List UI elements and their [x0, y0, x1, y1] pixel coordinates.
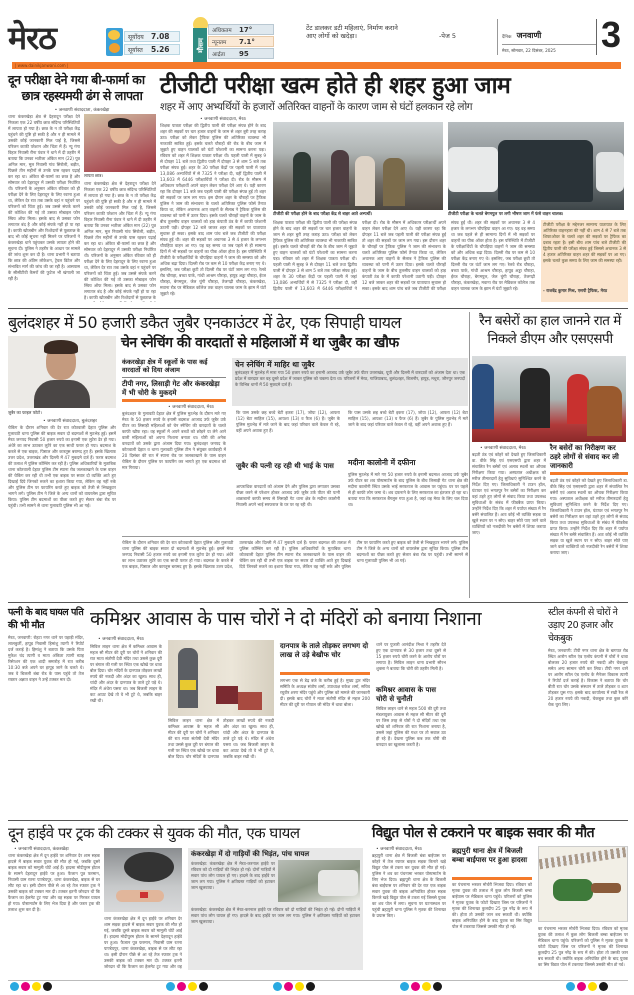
- temples-boxed-heading: दानपात्र के ताले तोड़कर लगभग दो लाख ले उड़े बेखौफ चोर: [280, 642, 369, 659]
- pharma-body: थाना कंकरखेड़ा क्षेत्र से देहरादून परीक्षा देने निकला एक 22 वर्षीय छात्र संदिग्ध परिस्थितियों में लापता हो गया है। छात्र के न तो परीक्षा केंद्र पहुंचने की पुष्टि हो सकी है और न ही मामले में उसकी कोई जानकारी मिल पाई है, जिससे परिजन काफी परेशान और चिंता में हैं। न्यू गंगा विहार निवासी रीना पंवार ने थाने में दी तहरीर में बताया कि उनका भतीजा अंकित मान (22) पुत्र अनिल मान, मूल निवासी गांव सिरोली, बड़ौत, पिछले तीन महीनों से उनके पास रहकर पढ़ाई कर रहा था। अंकित बी-फार्मा का छात्र है और सोमवार को देहरादून में उसकी परीक्षा निर्धारित थी। परिजनों के अनुसार अंकित रविवार को ही परीक्षा देने के लिए देहरादून के लिए रवाना हुआ था, लेकिन देर रात तक उसके वहां न पहुंचने पर परिजनों को चिंता हुई। जब उससे संपर्क करने की कोशिश की गई तो उसका मोबाइल फोन स्विच ऑफ मिला। इसके बाद से उसका फोन लगातार बंद है और कोई संपर्क नहीं हो पा रहा है। काफी खोजबीन और रिश्तेदारों से पूछताछ के बाद भी कोई सूचना नहीं मिलने पर परिजनों ने कंकरखेड़ा थाने पहुंचकर उसके लापता होने की सूचना दी। पुलिस ने तहरीर के आधार पर मामले की जांच शुरू कर दी है। थाना प्रभारी ने बताया कि छात्र की अंतिम लोकेशन, ट्रेवल डिटेल और संभावित मार्ग की जांच की जा रही है। आसपास के सीसीटीवी कैमरों की फुटेज भी खंगाली जा रही है।: [8, 114, 80, 281]
- teaser-page-ref: -पेज 5: [438, 32, 456, 40]
- registration-marks-end: [566, 976, 610, 995]
- rain-basera-headline: रैन बसेरों का हाल जानने रात में निकले डीएम और एसएसपी: [479, 313, 621, 347]
- weather-table: [208, 24, 274, 60]
- highway-body-2: थाना कंकरखेड़ा क्षेत्र में दून हाईवे पर शनिवार देर शाम सड़क हादसे में बाइक सवार युवक की मौत हो गई, जबकि दूसरे बाइक सवार को मामूली चोटें आई हैं। हादसा मोदीपुरम होटल के सामने देहरादून हाईवे पर हुआ। फैजान पुत्र फरमान, निवासी ग्राम रतना पाण्डेयपुर, थाना कंकरखेड़ा, बाइक से घर लौट रहा था। इसी दौरान पीछे से आ रहे तेज रफ्तार ट्रक ने उसकी बाइक को टक्कर मार दी। टक्कर इतनी जोरदार थी कि फैजान का हेलमेट टूट गया और वह: [104, 916, 182, 969]
- dateline: मेरठ, सोमवार, 22 दिसंबर, 2025: [502, 48, 556, 53]
- temples-body-2: सिविल लाइन थाना क्षेत्र में कमिश्नर आवास के महज सौ मीटर की दूरी पर चोरों ने शनिवार की रात माता संतोषी देवी मंदिर तथा उससे कुछ दूरी पर बंगाल की गली पर स्थित एक खोखे पर धावा बोल दिया। चोर मंदिरों के दानपात्र तोड़कर लाखों रुपये की नकदी और अंदर का खुला। साथ ही, चांदी और अंदर के दानपात्र के ताले टूटे पड़े थे। मंदिर में अंधेरा पसरा था। जब बिजली लाइन के कट आउट देखे तो वे भी टूटे थे, जबकि बाहर रखी थी।: [168, 718, 274, 759]
- temples-headline: कमिश्नर आवास के पास चोरों ने दो मंदिरों को बनाया निशाना: [90, 608, 482, 630]
- teaser-line-2: आए लोगों को खदेड़ा।: [306, 32, 357, 40]
- divider-vertical-row2: [469, 312, 470, 598]
- pharma-photo-caption: लापता छात्र।: [84, 173, 104, 178]
- page-number: 3: [601, 14, 622, 55]
- registration-marks-center: [166, 976, 210, 995]
- wife-death-headline: पत्नी के बाद घायल पति की भी मौत: [8, 607, 84, 631]
- sun-icon: [106, 28, 123, 56]
- zubair-wife-body: आपराधिक वारदातों को अंजाम देने और पुलिस द्वारा लगातार उसका पीछा करने से परेशान होकर आजाद उर्फ जुबैर उर्फ पीटर की पत्नी शान्नाबानो काफी समय से लिसाड़ी गेट थाना क्षेत्र के मदीना कालोनी निवासी अपने भाई सरफराज के घर पर रह रही थी।: [236, 484, 340, 507]
- pole-body: ब्रह्मपुरी थाना क्षेत्र में बिजली बंबा बाईपास पर कोहरे में तेज रफ्तार बाइक सड़क किनारे खड़े विद्युत पोल से टकरा कर युवक की मौत हो गई। पुलिस ने शव का पंचनामा भरकर पोस्टमार्टम के लिए भेज दिया। ब्रह्मपुरी थाना क्षेत्र के बिजली बंबा बाईपास पर शनिवार की देर रात एक बाइक सवार युवक की बाइक अनियंत्रित होकर सड़क किनारे खड़े विद्युत पोल से टकरा गई जिससे युवक का शव पोल में लगा। सूचना पर घटनास्थल पर पहुंची ब्रह्मपुरी थाना पुलिस ने मृतक की शिनाख्त के प्रयास किए।: [372, 853, 446, 918]
- paper-nameplate: [497, 19, 597, 55]
- temples-challenge-body: सिविल लाइन थाने से महज 500 की दूरी तथा मंडलायुक्त आवास से महज सौ मीटर की दूरी पर जिस तरह से चोरों ने दो मंदिरों तथा एक खोखे को शनिवार की रात निशाना बनाया है, उससे जहां पुलिस की गश्त पर तो सवाल उठ ही रहे हैं। देखना पुलिस कब तक चोरी की वारदात का खुलासा करती है।: [376, 706, 446, 747]
- masthead: [0, 0, 634, 68]
- highway-headline: दून हाईवे पर ट्रक की टक्कर से युवक की मौत, एक घायल: [8, 824, 300, 842]
- temples-body-right: थाने पर पुजारी आनंदीश मिश्रा ने तहरीर देते हुए एक दानपात्र से 30 हजार तथा दूसरे से 15 हजार रुपये चोरी करने के आरोप चोरों पर लगाया है। सिविल लाइन थाना प्रभारी सौरभ शुक्ला ने बताया कि चोरी की तहरीर मिली है।: [376, 642, 446, 671]
- divider-row1: [8, 308, 628, 309]
- zubair-body-right: कि पास उसके छह बच्चे बेटी इकरा (17), जोया (12), आफरा (12) बेटा साहिल (15), आयशा (13) व फैज (6) हैं। जुबैर के पुलिस मुठभेड़ में मारे जाने के बाद जहां परिवार वाले केवल रो रहे, वहीं अपने अवाक हुए हैं।: [236, 410, 340, 433]
- zubair-photo: [8, 336, 116, 408]
- registration-marks-right: [273, 976, 317, 995]
- pole-illustration: [538, 846, 628, 922]
- temples-byline: • जनवाणी संवाददाता, मेरठ: [98, 637, 144, 642]
- zubair-madina-body: पुलिस मुठभेड़ में मारे गए 50 हजार रुपये के इनामी बदमाश आजाद उर्फ जुबैर उर्फ पीटर का शव पोस्टमार्टम के बाद पुलिस के बीच लिसाड़ी गेट थाना क्षेत्र की मदीना कालोनी स्थित उसके भाई सरफराज के आवास पर पहुंचा। घर पर पहले से ही काफी लोग जमा थे। शव दफनाने के लिए सरफराज का इंतजार हो रहा था। बताया गया कि सरफराज बैंगलुरु गया हुआ है, जहां वह मेरठ के लिए चल दिया था।: [348, 472, 468, 507]
- zubair-boxed-section: [232, 358, 468, 406]
- temples-body: सिविल लाइन थाना क्षेत्र में कमिश्नर आवास के महज सौ मीटर की दूरी पर चोरों ने शनिवार की रात माता संतोषी देवी मंदिर तथा उससे कुछ दूरी पर बंगाल की गली पर स्थित एक खोखे पर धावा बोल दिया। चोर मंदिरों के दानपात्र तोड़कर लाखों रुपये की नकदी और अंदर का खुला। साथ ही, चांदी और अंदर के दानपात्र के ताले टूटे पड़े थे। मंदिर में अंधेरा पसरा था। जब बिजली लाइन के कट आउट देखे तो वे भी टूटे थे, जबकि बाहर रखी थी।: [90, 644, 162, 703]
- zubair-body-left: चेकिंग के दौरान शनिवार की देर रात कोतवाली देहात पुलिस और गुलावठी थाना पुलिस की बाइक सवार दो बदमाशों से मुठभेड़ हुई। इसमें मेरठ जनपद निवासी 50 हजार रुपये का इनामी एक लुटेरा ढेर हो गया। अंधेरे का लाभ उठाकर लुटेरे का एक साथी फरार हो गया। बदमाश के कब्जे से एक बाइक, पिस्टल और कारतूस बरामद हुए हैं। इसके खिलाफ उत्तर प्रदेश, उत्तराखंड और दिल्ली में 47 मुकदमे दर्ज हैं। फरार बदमाश की तलाश में पुलिस कॉम्बिंग कर रही है। पुलिस अधिकारियों के मुताबिक थाना कोतवाली देहात पुलिस टीम स्याना रोड जलकाखाने के पास वाहन की चेकिंग कर रही थी तभी एक बाइक पर सवार दो व्यक्ति आते हुए दिखाई दिये जिनको रुकने का इशारा किया गया, लेकिन वह नहीं रुके और पुलिस टीम पर फायरिंग करते हुए बाइक को तेजी से भिखकुटर भागने लगे। पुलिस टीम ने जिले के अन्य थानों को वायरलेस द्वारा सूचित किया। पुलिस टीम बदमाशों का पीछा करते हुए सेल्टर बंबा रोड पर पहुंची। तभी सामने से थाना गुलावठी पुलिस भी आ गई।: [8, 425, 116, 508]
- steel-company-headline: स्टील कंपनी से चोरों ने उड़ाए 20 हजार और चेकबुक: [548, 607, 618, 644]
- zubair-body-mid: बुलंदशहर के गुलावठी देहात क्षेत्र में पुलिस मुठभेड़ के दौरान मारे गए मेरठ के 50 हजार रुपये के इनामी बदमाश आजाद उर्फ जुबैर उर्फ पीटर का लिसाड़ी महिलाओं को चेन स्नेचिंग की वारदातों के चलते काफी खौफ रहा। वह स्कूलों में अपने बच्चों को छोड़ने या लेने आने वाली महिलाओं को अपना निशाना बनाता था। चोरी की अनेक वारदातों को उसके द्वारा अंजाम दिया गया। बुलंदशहर जनपद के कोतवाली देहात व थाना गुलावठी पुलिस टीम ने संयुक्त कार्यवाही में 20 दिसंबर की रात में स्याना रोड पर जलकाखाने के पास वाहन चेकिंग के दौरान पुलिस पर फायरिंग कर भागते हुए एक बदमाश को मार गिराया।: [122, 411, 226, 470]
- pharma-body-2: थाना कंकरखेड़ा क्षेत्र से देहरादून परीक्षा देने निकला एक 22 वर्षीय छात्र संदिग्ध परिस्थितियों में लापता हो गया है। छात्र के न तो परीक्षा केंद्र पहुंचने की पुष्टि हो सकी है और न ही मामले में उसकी कोई जानकारी मिल पाई है, जिससे परिजन काफी परेशान और चिंता में हैं। न्यू गंगा विहार निवासी रीना पंवार ने थाने में दी तहरीर में बताया कि उनका भतीजा अंकित मान (22) पुत्र अनिल मान, मूल निवासी गांव सिरोली, बड़ौत, पिछले तीन महीनों से उनके पास रहकर पढ़ाई कर रहा था। अंकित बी-फार्मा का छात्र है और सोमवार को देहरादून में उसकी परीक्षा निर्धारित थी। परिजनों के अनुसार अंकित रविवार को ही परीक्षा देने के लिए देहरादून के लिए रवाना हुआ था, लेकिन देर रात तक उसके वहां न पहुंचने पर परिजनों को चिंता हुई। जब उससे संपर्क करने की कोशिश की गई तो उसका मोबाइल फोन स्विच ऑफ मिला। इसके बाद से उसका फोन लगातार बंद है और कोई संपर्क नहीं हो पा रहा है। काफी खोजबीन और रिश्तेदारों से पूछताछ के: [84, 181, 156, 300]
- pharma-headline-1: दून परीक्षा देने गया बी-फार्मा का: [8, 72, 145, 87]
- zubair-side-rule: [122, 399, 226, 402]
- zubair-side-heading-2: टीपी नगर, लिसाड़ी गेट और कंकरखेड़ा में भी चोरी के मुकदमे: [122, 380, 220, 397]
- sunset-label: सूर्यास्त: [128, 46, 143, 54]
- humidity-value: 95: [239, 49, 249, 58]
- zubair-wife-heading: जुबैर की पत्नी रह रही थी भाई के पास: [236, 462, 334, 470]
- zubair-boxed-body: बुलंदशहर में मुठभेड़ में मारा गया 50 हजार रुपये का इनामी आजाद उर्फ जुबैर उर्फ पीटर उत्तराखंड, यूपी और दिल्ली में वारदातों को अंजाम देता था। एक प्रदेश में वारदात कर वह दूसरे प्रदेश में जाकर पुलिस को चकमा देता था। परिजनों में मेरठ, गाजियाबाद, बुलंदशहर, बिजनौर, हापुड़, मथुरा, जौनपुर जनपदों के विभिन्न थानों में 50 मुकदमे दर्ज हैं।: [235, 370, 465, 387]
- pole-rule: [452, 877, 532, 880]
- page-teaser[interactable]: [306, 24, 456, 40]
- rain-basera-story: [472, 312, 628, 600]
- rain-basera-byline: • जनवाणी संवाददाता, मेरठ: [480, 446, 526, 451]
- pole-story: [372, 822, 628, 970]
- zubair-side-heading-1: कंकरखेड़ा क्षेत्र में स्कूलों के पास कई वारदातों को दिया अंजाम: [122, 358, 208, 374]
- pole-body-right: का पंचनामा भरकर मोर्चरी भिजवा दिया। रविवार को मृतक युवक की तलाश में कुछ लोग बिजली बम्बा बाईपास पर मेडिकल थाना पहुंचे। परिजनों को पुलिस ने मृतक युवक के फोटो दिखाए जिस पर परिजनों ने मृतक की शिनाख्त कुलदीप 25 पुत्र नरेंद्र के रूप में की। होता तो उसकी जान बच सकती थी। क्योंकि बाइक अनियंत्रित होने के बाद युवक का सिर विद्युत पोल में टकराया जिससे उसकी मौत हो गई।: [452, 882, 532, 929]
- steel-company-body: मेरठ, जनवाणी: टीपी नगर थाना क्षेत्र के बागपत रोड स्थित आरोग स्टील एंड एलॉय कंपनी में चोरों ने धावा बोलकर 20 हजार रुपये की नकदी और चेकबुक समेत अन्य सामान चोरी कर लिया। टीपी नगर थाने पर आरोग स्टील एंड एलॉय के मैनेजर विकास त्यागी ने रिपोर्ट दर्ज कराई है। विकास ने बताया कि चोर बीती रात चोर उसके संस्थान में ताले तोड़कर व शटर तोड़कर घुस गए। इसके बाद कार्यालय में रखी रैक से 20 हजार रुपये की नकदी, चेकबुक तथा कुछ कोरे चेक चुरा लिए।: [548, 648, 628, 707]
- highway-boxed-heading: कंकरखेड़ा में दो गाड़ियों की भिड़ंत, पांच घायल: [191, 850, 310, 858]
- zubair-photo-caption: जुबैर का फाइल फोटो।: [8, 410, 42, 415]
- zubair-boxed-heading: चेन स्नेचिंग में माहिर था जुबैर: [235, 360, 315, 369]
- zubair-body-right-2: कि पास उसके छह बच्चे बेटी इकरा (17), जोया (12), आफरा (12) बेटा साहिल (15), आयशा (13) व फैज (6) हैं। जुबैर के पुलिस मुठभेड़ में मारे जाने के बाद जहां परिवार वाले केवल रो रहे, वहीं अपने अवाक हुए हैं।: [348, 410, 468, 427]
- rain-basera-photo: [472, 356, 626, 442]
- sunrise-label: सूर्योदय: [128, 33, 144, 41]
- website-bar: [12, 62, 621, 69]
- tgt-photo-crowd-caption: टीजीटी की परीक्षा होने के बाद परीक्षा केंद्र से बाहर आते अभ्यर्थी।: [273, 211, 373, 216]
- rain-basera-subheading: रैन बसेरों का निरीक्षण कर ठहरे लोगों से संवाद कर ली जानकारी: [550, 444, 619, 470]
- rain-basera-body-2: बढ़ती ठंड एवं कोहरे को देखते हुए जिलाधिकारी डा. वीके सिंह एवं एसएसपी द्वारा शहर में संचालित रैन बसेरों एवं अलाव स्थलों का औचक निरीक्षण किया गया। अस्पताल अधीक्षक को मरीज तीमारदारों हेतु सुविधाएं सुनिश्चित करने के निर्देश दिए गए। जिलाधिकारी ने टाउन हॉल, घंटाघर एवं भगतपुर रैन बसेरों का निरीक्षण कर वहां ठहरे हुए लोगों से संवाद किया तथा उपलब्ध सुविधाओं के संबंध में फीडबैक प्राप्त किया। उन्होंने निर्देश दिए कि शहर में पर्याप्त संख्या में रैन बसेरे संचालित हैं। अतः कोई भी व्यक्ति सड़क या खुले स्थान पर न सोए। बाहर सोते पाए जाने वाले व्यक्तियों को नजदीकी रैन बसेरों में शिफ्ट कराया जाए।: [550, 478, 628, 555]
- zubair-madina-heading: मदीना कालोनी में दफीना: [348, 458, 416, 467]
- paper-prefix: दैनिक: [502, 35, 512, 40]
- tgt-photo-traffic-caption: टीजीटी परीक्षा के चलते बेगमपुल पर लगी भीषण जाम में फंसे वाहन चालक।: [448, 211, 564, 216]
- pole-headline: विद्युत पोल से टकराने पर बाइक सवार की मौत: [372, 825, 595, 841]
- pole-body-caption: का पंचनामा भरकर मोर्चरी भिजवा दिया। रविवार को मृतक युवक की तलाश में कुछ लोग बिजली बम्बा बाईपास पर मेडिकल थाना पहुंचे। परिजनों को पुलिस ने मृतक युवक के फोटो दिखाए जिस पर परिजनों ने मृतक की शिनाख्त कुलदीप 25 पुत्र नरेंद्र के रूप में की। होता तो उसकी जान बच सकती थी। क्योंकि बाइक अनियंत्रित होने के बाद युवक का सिर विद्युत पोल में टकराया जिससे उसकी मौत हो गई।: [538, 926, 628, 966]
- zubair-body-bottom: चेकिंग के दौरान शनिवार की देर रात कोतवाली देहात पुलिस और गुलावठी थाना पुलिस की बाइक सवार दो बदमाशों से मुठभेड़ हुई। इसमें मेरठ जनपद निवासी 50 हजार रुपये का इनामी एक लुटेरा ढेर हो गया। अंधेरे का लाभ उठाकर लुटेरे का एक साथी फरार हो गया। बदमाश के कब्जे से एक बाइक, पिस्टल और कारतूस बरामद हुए हैं। इसके खिलाफ उत्तर प्रदेश, उत्तराखंड और दिल्ली में 47 मुकदमे दर्ज हैं। फरार बदमाश की तलाश में पुलिस कॉम्बिंग कर रही है। पुलिस अधिकारियों के मुताबिक थाना कोतवाली देहात पुलिस टीम स्याना रोड जलकाखाने के पास वाहन की चेकिंग कर रही थी तभी एक बाइक पर सवार दो व्यक्ति आते हुए दिखाई दिये जिनको रुकने का इशारा किया गया, लेकिन वह नहीं रुके और पुलिस टीम पर फायरिंग करते हुए बाइक को तेजी से भिखकुटर भागने लगे। पुलिस टीम ने जिले के अन्य थानों को वायरलेस द्वारा सूचित किया। पुलिस टीम बदमाशों का पीछा करते हुए सेल्टर बंबा रोड पर पहुंची। तभी सामने से थाना गुलावठी पुलिस भी आ गई।: [122, 540, 468, 569]
- weather-label: मौसम: [196, 38, 205, 53]
- rain-basera-body: बढ़ती ठंड एवं कोहरे को देखते हुए जिलाधिकारी डा. वीके सिंह एवं एसएसपी द्वारा शहर में संचालित रैन बसेरों एवं अलाव स्थलों का औचक निरीक्षण किया गया। अस्पताल अधीक्षक को मरीज तीमारदारों हेतु सुविधाएं सुनिश्चित करने के निर्देश दिए गए। जिलाधिकारी ने टाउन हॉल, घंटाघर एवं भगतपुर रैन बसेरों का निरीक्षण कर वहां ठहरे हुए लोगों से संवाद किया तथा उपलब्ध सुविधाओं के संबंध में फीडबैक प्राप्त किया। उन्होंने निर्देश दिए कि शहर में पर्याप्त संख्या में रैन बसेरे संचालित हैं। अतः कोई भी व्यक्ति सड़क या खुले स्थान पर न सोए। बाहर सोते पाए जाने वाले व्यक्तियों को नजदीकी रैन बसेरों में शिफ्ट कराया जाए।: [472, 452, 546, 535]
- tgt-photo-traffic: [448, 122, 624, 210]
- tgt-sidebar-author: - राजवेंद्र कुमार मिश्र, एसपी ट्रैफिक, मेरठ: [543, 288, 608, 293]
- highway-boxed-body: कंकरखेड़ा: कंकरखेड़ा क्षेत्र में मेरठ-करनाल हाईवे पर रविवार को दो गाड़ियों की भिड़ंत हो गई। दोनों गाड़ियों में सवार पांच लोग घायल हो गए। हादसे के बाद हाईवे पर जाम लग गया। पुलिस ने क्षतिग्रस्त गाड़ियों को हटाकर जाम खुलवाया।: [191, 861, 275, 890]
- min-temp-value: 7.1°: [239, 37, 255, 46]
- sun-table: [124, 31, 180, 55]
- tgt-subheadline: शहर में आए अभ्यर्थियों के हजारों अतिरिक्त वाहनों के कारण जाम से घंटों हलकान रहे लोग: [160, 101, 473, 113]
- highway-boxed-section: [188, 848, 363, 970]
- pole-byline: • जनवाणी संवाददाता, मेरठ: [376, 847, 422, 852]
- rain-basera-rule: [550, 472, 628, 475]
- zubair-byline-mid: • जनवाणी संवाददाता, मेरठ: [168, 405, 214, 410]
- wife-death-body: मेरठ, जनवाणी: रोहटा नगर थाने पर पहाड़ी मंदिर, लालकुर्ती, हापुड़ निवासी हिमांशु त्यागी ने रिपोर्ट दर्ज कराई है। हिमांशु ने बताया कि उसके पिता मुकेश चंद त्यागी व माता अंकिता त्यागी ब्याह रिसेप्शन की एक शादी समारोह में रात करीब 10:30 बजे अपने घर हापुड़ जाने के चलते थे। जब वे बिजली बंबा रोड के पास पहुंचे तो तेज रफ्तार अज्ञात वाहन ने उन्हें टक्कर मार दी।: [8, 635, 84, 682]
- pharma-headline-2: छात्र रहस्यमयी ढंग से लापता: [21, 88, 143, 103]
- highway-byline: • जनवाणी संवाददाता, कंकरखेड़ा: [14, 847, 69, 852]
- zubair-byline-left: • जनवाणी संवाददाता, बुलंदशहर: [43, 419, 97, 424]
- weather-label-box: [193, 28, 207, 63]
- steel-company-story: [548, 606, 628, 816]
- highway-story: [8, 822, 363, 970]
- pharma-byline: • जनवाणी संवाददाता, कंकरखेड़ा: [54, 108, 110, 113]
- temples-subheading: कमिश्नर आवास के पास चोरी से चुनौती: [376, 686, 436, 703]
- sunrise-value: 7.08: [151, 32, 170, 41]
- min-temp-label: न्यूनतम: [212, 39, 227, 46]
- zubair-subheadline: चेन स्नेचिंग की वारदातों से महिलाओं में था जुबैर का खौफ: [121, 335, 399, 351]
- wife-death-story: [8, 606, 84, 816]
- tgt-sidebar-box: [541, 220, 628, 302]
- divider-row3: [8, 820, 628, 821]
- temples-boxed-rule: [280, 672, 370, 675]
- registration-marks-far-right: [400, 976, 444, 995]
- pharma-story: [8, 72, 156, 304]
- tgt-byline: • जनवाणी संवाददाता, मेरठ: [200, 117, 246, 122]
- highway-boxed-photo: [278, 860, 360, 902]
- highway-photo: [104, 848, 182, 912]
- zubair-headline: बुलंदशहर में 50 हजारी डकैत जुबैर एनकाउंटर में ढेर, एक सिपाही घायल: [8, 313, 401, 332]
- teaser-line-1: टेंट डालकर डटी महिलाएं, निर्माण कराने: [306, 24, 398, 32]
- paper-name: जनवाणी: [516, 31, 542, 40]
- tgt-story: [160, 72, 628, 304]
- tgt-photo-crowd: [273, 122, 443, 210]
- tgt-sidebar-text: टीजीटी परीक्षा के मद्देनजर सामान्य यातायात के लिए अतिरिक्त वाहनहारा की नहीं थी। शाम 4 से 7 बजे तक शिफ्टओवर के चलते शहर की सड़कों पर ट्रैफिक का दबाव रहता है। इसी बीच शाम पांच बजे टीजीटी की द्वितीय पाली की परीक्षा संपन्न हुई जिससे अचानक 3 से 4 हजार अतिरिक्त वाहन शहर की सड़कों पर आ गए। इसके चलते कुछ समय के लिए जाम की समस्या रही।: [543, 222, 626, 263]
- city-title: मेरठ: [8, 19, 56, 57]
- temples-photo: [168, 640, 274, 716]
- pharma-photo: [84, 114, 156, 172]
- divider-row2: [8, 602, 628, 603]
- max-temp-value: 17°: [239, 25, 253, 34]
- temples-boxed-body: लगभग एक से डेढ़ बजे के करीब हुई है। मुख्य द्वार मंदिर समिति के अध्यक्ष संतोष शर्मा, उपाध्यक्ष राकेश शर्मा, सचिव रघुवीर शरण मंदिर पहुंचे और पुलिस को मामले की जानकारी दी। इसके बाद चोरों ने माता संतोषी मंदिर से महज 200 मीटर की दूरी पर गोपाल जी मंदिर में धावा बोला।: [280, 678, 370, 707]
- print-registration-bar: [8, 980, 628, 981]
- tgt-headline: टीजीटी परीक्षा खत्म होते ही शहर हुआ जाम: [160, 73, 511, 99]
- tgt-body-2: शिक्षक पात्रता परीक्षा की द्वितीय पाली की परीक्षा संपन्न होने के बाद शहर की सड़कों पर चार हजार वाहनों के जाम से शहर बुरी तरह कराह उठा। परीक्षा को लेकर ट्रैफिक पुलिस की अतिरिक्त व्यवस्था भी नाकाफी साबित हुई। इसके चलते चौराहों की रोड के बीच जाम में जूझते हुए वाहन चालकों को घंटों परेशानी का सामना करना पड़ा। रविवार को शहर में शिक्षक पात्रता परीक्षा थी। पहली पाली में सुबह 9 से दोपहर 11 बजे तथा द्वितीय पाली में दोपहर 3 से शाम 5 बजे तक परीक्षा संपन्न हुई। शहर के 30 परीक्षा केंद्रों पर पहली पाली में जहां 13,086 अभ्यर्थियों में से 7325 ने परीक्षा दी, वहीं द्वितीय पाली में 13,603 में 6446 परीक्षार्थियों ने परीक्षा दी। रोड के मौसम में अधिकतर परीक्षार्थी अपने वाहन लेकर परीक्षा देने आए थे। यही कारण रहा कि दोपहर 11 बजे जब पहली पाली की परीक्षा संपन्न हुई तो शहर की सड़कों पर जाम लग गया। इस दौरान शहर के चौराहों पर ट्रैफिक पुलिस ने जाम की संभावना के चलते अतिरिक्त पुलिस फोर्स तैनात किया था, लेकिन अचानक आए वाहनों के सैलाब ने ट्रैफिक पुलिस की व्यवस्था को पानी में उतार दिया। इसके चलते चौराहों वाहनों के जाम के बीच तुलसीय वाहन चालकों को हाड़ कंपाती ठंड के में काफी परेशानी उठानी पड़ी। दोपहर 12 बजे जाकर शहर की सड़कों पर यातायात सुचारू हो सका। इसके बाद शाम पांच बजे जब टीजीटी की परीक्षा संपन्न हुई थी। शहर की सड़कों पर अचानक 3 से 4 हजार के लगभग चौपहिया वाहन आ गए। यह वह समय था जब पहले से ही सामान्य दिनों में भी सड़कों पर वाहनों का पीक ऑवर होता है। इस परिस्थिति में टीजीटी के परीक्षार्थियों के चौपहिया वाहनों ने जाम की समस्या को और अधिक बढ़ा दिया। दिल्ली रोड पर कम से 10 परीक्षा केंद्र बनाए गए थे। इसलिए, जब परीक्षा छूटी तो दिल्ली रोड पर घंटों जाम लग गए। रेलवे रोड चौराहा, बच्चा पार्क, गांधी आश्रम चौराहा, हापुड़ अड्डा चौराहा, ईव्ज चौराहा, बेगमपुल, जेल चुंगी चौराहा, तेजगढ़ी चौराहा, कंकरखेड़ा, मवाना रोड पर मेडिकल कॉलेज तक वाहन चालक जाम के झाम में घंटों जूझते रहे।: [273, 220, 535, 291]
- humidity-label: आर्द्रता: [212, 51, 226, 58]
- tgt-body: शिक्षक पात्रता परीक्षा की द्वितीय पाली की परीक्षा संपन्न होने के बाद शहर की सड़कों पर चार हजार वाहनों के जाम से शहर बुरी तरह कराह उठा। परीक्षा को लेकर ट्रैफिक पुलिस की अतिरिक्त व्यवस्था भी नाकाफी साबित हुई। इसके चलते चौराहों की रोड के बीच जाम में जूझते हुए वाहन चालकों को घंटों परेशानी का सामना करना पड़ा। रविवार को शहर में शिक्षक पात्रता परीक्षा थी। पहली पाली में सुबह 9 से दोपहर 11 बजे तथा द्वितीय पाली में दोपहर 3 से शाम 5 बजे तक परीक्षा संपन्न हुई। शहर के 30 परीक्षा केंद्रों पर पहली पाली में जहां 13,086 अभ्यर्थियों में से 7325 ने परीक्षा दी, वहीं द्वितीय पाली में 13,603 में 6446 परीक्षार्थियों ने परीक्षा दी। रोड के मौसम में अधिकतर परीक्षार्थी अपने वाहन लेकर परीक्षा देने आए थे। यही कारण रहा कि दोपहर 11 बजे जब पहली पाली की परीक्षा संपन्न हुई तो शहर की सड़कों पर जाम लग गया। इस दौरान शहर के चौराहों पर ट्रैफिक पुलिस ने जाम की संभावना के चलते अतिरिक्त पुलिस फोर्स तैनात किया था, लेकिन अचानक आए वाहनों के सैलाब ने ट्रैफिक पुलिस की व्यवस्था को पानी में उतार दिया। इसके चलते चौराहों वाहनों के जाम के बीच तुलसीय वाहन चालकों को हाड़ कंपाती ठंड के में काफी परेशानी उठानी पड़ी। दोपहर 12 बजे जाकर शहर की सड़कों पर यातायात सुचारू हो सका। इसके बाद शाम पांच बजे जब टीजीटी की परीक्षा संपन्न हुई थी। शहर की सड़कों पर अचानक 3 से 4 हजार के लगभग चौपहिया वाहन आ गए। यह वह समय था जब पहले से ही सामान्य दिनों में भी सड़कों पर वाहनों का पीक ऑवर होता है। इस परिस्थिति में टीजीटी के परीक्षार्थियों के चौपहिया वाहनों ने जाम की समस्या को और अधिक बढ़ा दिया। दिल्ली रोड पर कम से 10 परीक्षा केंद्र बनाए गए थे। इसलिए, जब परीक्षा छूटी तो दिल्ली रोड पर घंटों जाम लग गए। रेलवे रोड चौराहा, बच्चा पार्क, गांधी आश्रम चौराहा, हापुड़ अड्डा चौराहा, ईव्ज चौराहा, बेगमपुल, जेल चुंगी चौराहा, तेजगढ़ी चौराहा, कंकरखेड़ा, मवाना रोड पर मेडिकल कॉलेज तक वाहन चालक जाम के झाम में घंटों जूझते रहे।: [160, 123, 266, 296]
- pole-subheading: ब्रह्मपुरी थाना क्षेत्र में बिजली बम्बा बाईपास पर हुआ हादसा: [452, 847, 528, 864]
- highway-body: थाना कंकरखेड़ा क्षेत्र में दून हाईवे पर शनिवार देर शाम सड़क हादसे में बाइक सवार युवक की मौत हो गई, जबकि दूसरे बाइक सवार को मामूली चोटें आई हैं। हादसा मोदीपुरम होटल के सामने देहरादून हाईवे पर हुआ। फैजान पुत्र फरमान, निवासी ग्राम रतना पाण्डेयपुर, थाना कंकरखेड़ा, बाइक से घर लौट रहा था। इसी दौरान पीछे से आ रहे तेज रफ्तार ट्रक ने उसकी बाइक को टक्कर मार दी। टक्कर इतनी जोरदार थी कि फैजान का हेलमेट टूट गया और वह सड़क पर गिरकर घायल हो गया। पोस्टमार्टम के लिए भेज दिया है और फरार ट्रक की तलाश शुरू कर दी है।: [8, 853, 100, 912]
- max-temp-label: अधिकतम: [212, 27, 232, 34]
- zubair-story: [8, 312, 468, 600]
- highway-boxed-body-2: कंकरखेड़ा: कंकरखेड़ा क्षेत्र में मेरठ-करनाल हाईवे पर रविवार को दो गाड़ियों की भिड़ंत हो गई। दोनों गाड़ियों में सवार पांच लोग घायल हो गए। हादसे के बाद हाईवे पर जाम लग गया। पुलिस ने क्षतिग्रस्त गाड़ियों को हटाकर जाम खुलवाया।: [191, 907, 360, 924]
- website-url[interactable]: | www.dainikjanwani.com |: [15, 63, 69, 68]
- sunset-value: 5.26: [151, 45, 170, 54]
- temples-story: [90, 606, 538, 816]
- registration-marks-left: [10, 976, 54, 995]
